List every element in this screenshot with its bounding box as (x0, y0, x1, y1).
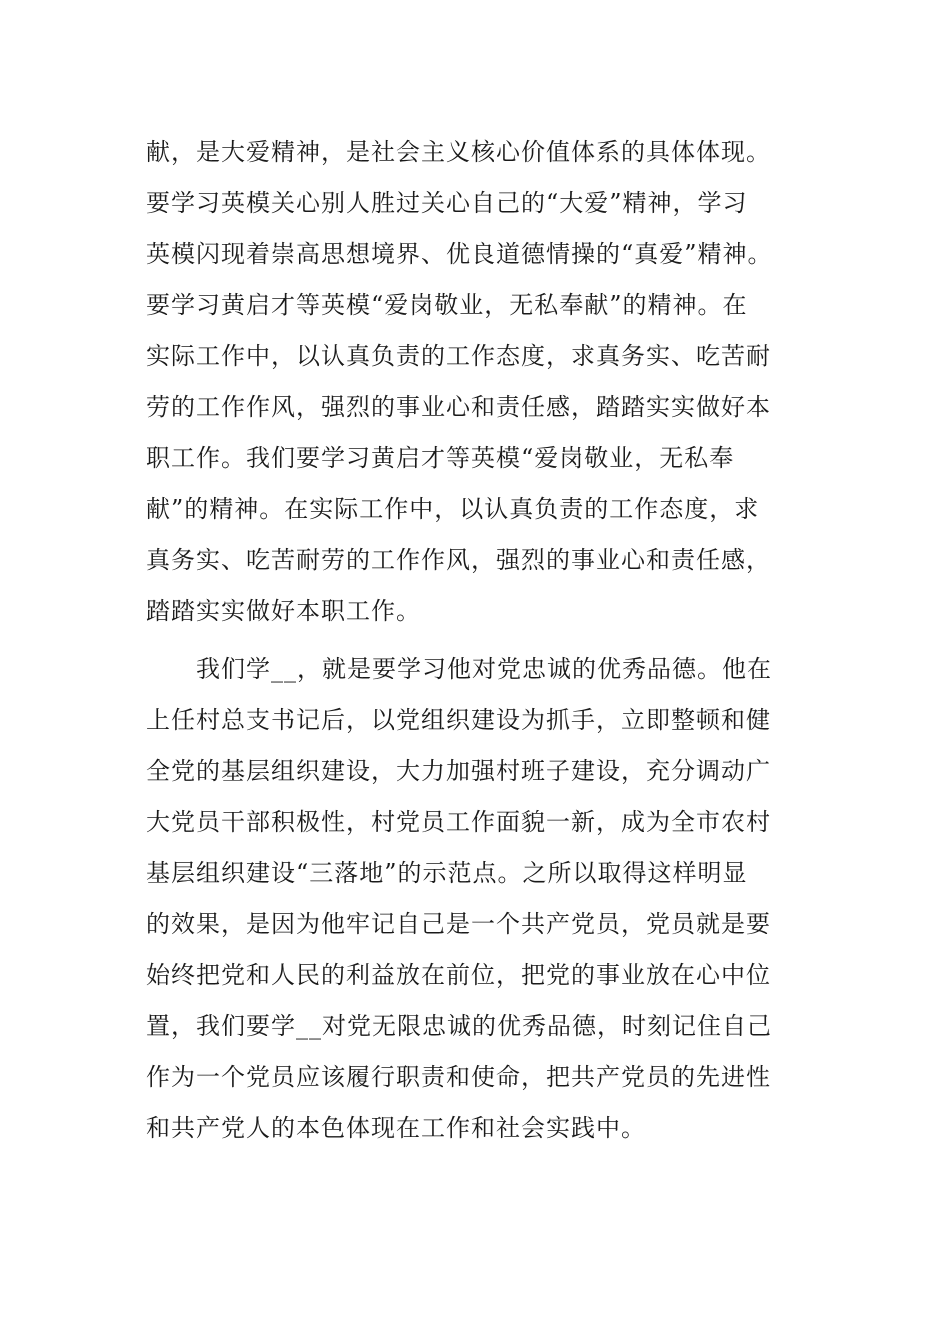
paragraph-line: 始终把党和人民的利益放在前位，把党的事业放在心中位 (146, 961, 771, 989)
paragraph-line: 职工作。我们要学习黄启才等英模“爱岗敬业，无私奉 (146, 444, 735, 472)
paragraph-line: 英模闪现着崇高思想境界、优良道德情操的“真爱”精神。 (146, 240, 773, 268)
paragraph-line: 劳的工作作风，强烈的事业心和责任感，踏踏实实做好本 (146, 393, 771, 421)
paragraph-line: 献”的精神。在实际工作中，以认真负责的工作态度，求 (146, 495, 760, 523)
paragraph-line: 基层组织建设“三落地”的示范点。之所以取得这样明显 (146, 859, 748, 887)
paragraph-line: 上任村总支书记后，以党组织建设为抓手，立即整顿和健 (146, 706, 771, 734)
paragraph-line: 要学习英模关心别人胜过关心自己的“大爱”精神，学习 (146, 189, 748, 217)
paragraph-line: 大党员干部积极性，村党员工作面貌一新，成为全市农村 (146, 808, 771, 836)
paragraph-line: 和共产党人的本色体现在工作和社会实践中。 (146, 1114, 646, 1142)
paragraph-line: 要学习黄启才等英模“爱岗敬业，无私奉献”的精神。在 (146, 291, 748, 319)
paragraph-line: 踏踏实实做好本职工作。 (146, 597, 421, 625)
paragraph-line: 实际工作中，以认真负责的工作态度，求真务实、吃苦耐 (146, 342, 771, 370)
paragraph-line: 的效果，是因为他牢记自己是一个共产党员，党员就是要 (146, 910, 771, 938)
paragraph-line: 作为一个党员应该履行职责和使命，把共产党员的先进性 (146, 1063, 771, 1091)
paragraph-2 (146, 644, 806, 1154)
paragraph-1 (146, 127, 806, 637)
paragraph-line: 置，我们要学__对党无限忠诚的优秀品德，时刻记住自己 (146, 1012, 772, 1040)
paragraph-line: 我们学__，就是要学习他对党忠诚的优秀品德。他在 (196, 655, 772, 683)
paragraph-line: 献，是大爱精神，是社会主义核心价值体系的具体体现。 (146, 138, 771, 166)
paragraph-line: 全党的基层组织建设，大力加强村班子建设，充分调动广 (146, 757, 771, 785)
paragraph-line: 真务实、吃苦耐劳的工作作风，强烈的事业心和责任感， (146, 546, 771, 574)
